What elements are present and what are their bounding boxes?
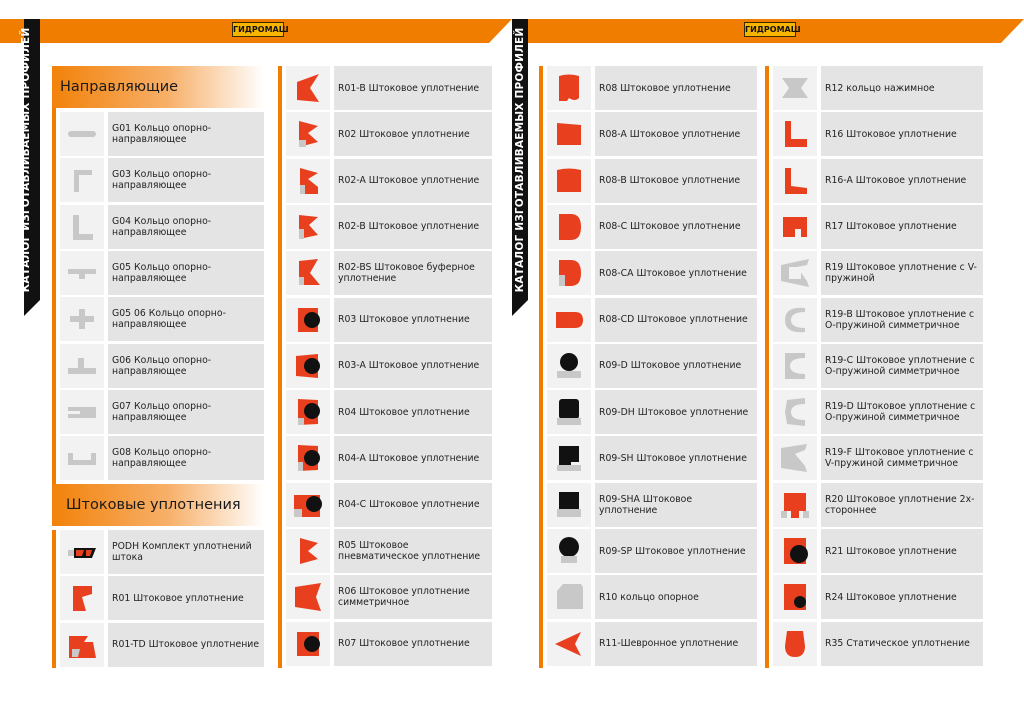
profile-thumb — [547, 436, 591, 480]
profile-label-box — [821, 529, 983, 573]
r04c-profile-icon — [290, 487, 326, 523]
column-accent-line — [52, 530, 56, 668]
profile-thumb — [547, 529, 591, 573]
profile-label: R07 Штоковое уплотнение — [338, 638, 470, 650]
r02bs-profile-icon — [290, 255, 326, 291]
profile-label: R19-D Штоковое уплотнение с О-пружиной симметричное — [825, 401, 976, 424]
profile-label-box — [334, 622, 492, 666]
catalog-item-row — [547, 344, 757, 388]
r09dh-profile-icon — [551, 394, 587, 430]
g07-profile-icon — [64, 394, 100, 430]
r09sp-profile-icon — [551, 533, 587, 569]
profile-thumb — [286, 251, 330, 295]
profile-label: R08-CD Штоковое уплотнение — [599, 314, 748, 325]
profile-label: R02 Штоковое уплотнение — [338, 128, 470, 140]
catalog-item-row — [773, 529, 983, 573]
profile-thumb — [60, 436, 104, 480]
r08cd-profile-icon — [551, 302, 587, 338]
r09sh-profile-icon — [551, 440, 587, 476]
profile-thumb — [60, 251, 104, 295]
profile-label-box — [334, 529, 492, 573]
profile-label: R21 Штоковое уплотнение — [825, 545, 957, 557]
profile-thumb — [286, 159, 330, 203]
catalog-item-row — [286, 436, 492, 480]
catalog-item-row — [286, 251, 492, 295]
r19d-profile-icon — [777, 394, 813, 430]
r02-profile-icon — [290, 116, 326, 152]
column-accent-line — [765, 66, 769, 668]
catalog-item-row — [773, 66, 983, 110]
profile-label-box — [595, 159, 757, 203]
profile-label-box — [595, 112, 757, 156]
catalog-item-row — [773, 436, 983, 480]
catalog-item-row — [773, 298, 983, 342]
profile-label: R05 Штоковое пневматическое уплотнение — [338, 540, 481, 562]
profile-label-box — [821, 112, 983, 156]
profile-label-box — [334, 390, 492, 434]
profile-thumb — [547, 483, 591, 527]
profile-thumb — [773, 622, 817, 666]
r12-profile-icon — [777, 70, 813, 106]
profile-label-box — [595, 483, 757, 527]
r04-profile-icon — [290, 394, 326, 430]
r07-profile-icon — [290, 626, 326, 662]
profile-label: R03-A Штоковое уплотнение — [338, 360, 480, 372]
profile-label-box — [595, 622, 757, 666]
profile-label-box — [595, 436, 757, 480]
r35-profile-icon — [777, 626, 813, 662]
g08-profile-icon — [64, 440, 100, 476]
catalog-item-row — [286, 159, 492, 203]
profile-label-box — [108, 251, 264, 295]
catalog-item-row — [547, 529, 757, 573]
profile-label-box — [108, 158, 264, 202]
profile-thumb — [773, 344, 817, 388]
catalog-item-row — [547, 622, 757, 666]
profile-label-box — [334, 344, 492, 388]
profile-label-box — [108, 436, 264, 480]
catalog-item-row — [547, 575, 757, 619]
profile-label-box — [595, 529, 757, 573]
catalog-item-row — [60, 390, 264, 434]
profile-label: R04 Штоковое уплотнение — [338, 406, 470, 418]
g03-profile-icon — [64, 162, 100, 198]
profile-label-box — [595, 344, 757, 388]
profile-label: R10 кольцо опорное — [599, 591, 699, 603]
profile-label-box — [821, 575, 983, 619]
catalog-item-row — [773, 483, 983, 527]
profile-label: R02-B Штоковое уплотнение — [338, 221, 480, 233]
profile-label: R01-TD Штоковое уплотнение — [112, 639, 260, 651]
profile-label-box — [108, 344, 264, 388]
profile-label: R19-F Штоковое уплотнение с V-пружиной симметричное — [825, 447, 974, 470]
catalog-item-row — [773, 251, 983, 295]
profile-label: R03 Штоковое уплотнение — [338, 314, 470, 325]
profile-label: R19 Штоковое уплотнение с V-пружиной — [825, 262, 977, 285]
profile-label: R08 Штоковое уплотнение — [599, 82, 731, 94]
section-title: Направляющие — [60, 79, 179, 95]
profile-thumb — [286, 298, 330, 342]
catalog-item-row — [286, 344, 492, 388]
profile-label: R09-D Штоковое уплотнение — [599, 360, 742, 372]
profile-label-box — [334, 298, 492, 342]
profile-label-box — [108, 112, 264, 156]
profile-thumb — [773, 436, 817, 480]
profile-label: R08-C Штоковое уплотнение — [599, 221, 741, 233]
column-accent-line — [539, 66, 543, 668]
profile-thumb — [60, 205, 104, 249]
profile-label: R08-CA Штоковое уплотнение — [599, 267, 747, 279]
profile-label-box — [108, 205, 264, 249]
profile-thumb — [773, 575, 817, 619]
r03a-profile-icon — [290, 348, 326, 384]
profile-label-box — [595, 251, 757, 295]
profile-label: R04-A Штоковое уплотнение — [338, 452, 480, 464]
profile-thumb — [773, 298, 817, 342]
profile-label: R19-C Штоковое уплотнение с О-пружиной симметричное — [825, 354, 975, 377]
podh-profile-icon — [64, 534, 100, 570]
profile-thumb — [773, 251, 817, 295]
profile-label: R16 Штоковое уплотнение — [825, 128, 957, 140]
profile-label-box — [595, 390, 757, 434]
column-accent-line — [52, 66, 56, 490]
profile-label: R35 Статическое уплотнение — [825, 638, 970, 650]
profile-label: PODH Комплект уплотнений штока — [112, 541, 252, 563]
profile-label: R08-A Штоковое уплотнение — [599, 128, 741, 140]
column-accent-line — [278, 66, 282, 668]
profile-label-box — [595, 575, 757, 619]
profile-thumb — [547, 298, 591, 342]
r24-profile-icon — [777, 579, 813, 615]
profile-thumb — [286, 112, 330, 156]
profile-label-box — [821, 344, 983, 388]
r08a-profile-icon — [551, 116, 587, 152]
profile-label: R02-A Штоковое уплотнение — [338, 175, 480, 187]
profile-label: G01 Кольцо опорно-направляющее — [112, 123, 212, 145]
r09sha-profile-icon — [551, 487, 587, 523]
profile-thumb — [60, 623, 104, 667]
catalog-item-row — [286, 622, 492, 666]
profile-label: G06 Кольцо опорно-направляющее — [112, 354, 212, 377]
profile-thumb — [60, 344, 104, 388]
profile-thumb — [547, 112, 591, 156]
r06-profile-icon — [290, 579, 326, 615]
catalog-item-row — [773, 344, 983, 388]
r16-profile-icon — [777, 116, 813, 152]
profile-label: R12 кольцо нажимное — [825, 82, 935, 94]
profile-label: G08 Кольцо опорно-направляющее — [112, 447, 212, 470]
profile-thumb — [547, 344, 591, 388]
catalog-item-row — [60, 623, 264, 667]
profile-thumb — [286, 529, 330, 573]
r09d-profile-icon — [551, 348, 587, 384]
catalog-vertical-title: КАТАЛОГ ИЗГОТАВЛИВАЕМЫХ ПРОФИЛЕЙ — [514, 27, 526, 293]
profile-thumb — [547, 66, 591, 110]
profile-thumb — [773, 205, 817, 249]
profile-thumb — [60, 297, 104, 341]
profile-thumb — [286, 436, 330, 480]
r16a-profile-icon — [777, 163, 813, 199]
r08-profile-icon — [551, 70, 587, 106]
profile-thumb — [286, 575, 330, 619]
catalog-item-row — [773, 112, 983, 156]
profile-label-box — [821, 390, 983, 434]
profile-thumb — [773, 66, 817, 110]
r19-profile-icon — [777, 255, 813, 291]
catalog-vertical-title: КАТАЛОГ ИЗГОТАВЛИВАЕМЫХ ПРОФИЛЕЙ — [20, 27, 32, 293]
catalog-item-row — [547, 390, 757, 434]
profile-thumb — [547, 622, 591, 666]
catalog-item-row — [286, 112, 492, 156]
profile-label-box — [821, 436, 983, 480]
profile-label: G07 Кольцо опорно-направляющее — [112, 400, 212, 423]
r08b-profile-icon — [551, 163, 587, 199]
profile-thumb — [60, 112, 104, 156]
g01-profile-icon — [64, 116, 100, 152]
catalog-item-row — [60, 251, 264, 295]
catalog-item-row — [286, 298, 492, 342]
section-title: Штоковые уплотнения — [66, 497, 241, 513]
r20-profile-icon — [777, 487, 813, 523]
r17-profile-icon — [777, 209, 813, 245]
r02a-profile-icon — [290, 163, 326, 199]
catalog-item-row — [547, 112, 757, 156]
catalog-item-row — [286, 205, 492, 249]
profile-label: R02-BS Штоковое буферное уплотнение — [338, 262, 475, 285]
profile-label-box — [595, 66, 757, 110]
profile-label-box — [821, 205, 983, 249]
catalog-item-row — [773, 622, 983, 666]
profile-label: R04-C Штоковое уплотнение — [338, 499, 480, 511]
profile-label-box — [334, 483, 492, 527]
profile-label: R09-SH Штоковое уплотнение — [599, 452, 747, 464]
brand-logo: ГИДРОМАШ — [232, 22, 284, 37]
catalog-page-right — [512, 0, 1024, 724]
catalog-item-row — [547, 251, 757, 295]
profile-label: R17 Штоковое уплотнение — [825, 221, 957, 233]
profile-thumb — [286, 622, 330, 666]
catalog-item-row — [547, 436, 757, 480]
r08c-profile-icon — [551, 209, 587, 245]
catalog-item-row — [547, 298, 757, 342]
profile-label: R08-B Штоковое уплотнение — [599, 175, 741, 187]
profile-thumb — [773, 483, 817, 527]
profile-label: G04 Кольцо опорно-направляющее — [112, 215, 212, 238]
r01b-profile-icon — [290, 70, 326, 106]
profile-label: R09-DH Штоковое уплотнение — [599, 406, 749, 418]
brand-logo: ГИДРОМАШ — [744, 22, 796, 37]
catalog-item-row — [60, 576, 264, 620]
profile-label-box — [821, 159, 983, 203]
r19f-profile-icon — [777, 440, 813, 476]
profile-thumb — [547, 251, 591, 295]
profile-thumb — [773, 159, 817, 203]
r19c-profile-icon — [777, 348, 813, 384]
profile-label-box — [334, 436, 492, 480]
profile-label-box — [334, 112, 492, 156]
profile-label: R09-SP Штоковое уплотнение — [599, 545, 746, 557]
g04-profile-icon — [64, 209, 100, 245]
catalog-item-row — [286, 529, 492, 573]
r05-profile-icon — [290, 533, 326, 569]
catalog-item-row — [60, 530, 264, 574]
catalog-item-row — [286, 575, 492, 619]
g05-profile-icon — [64, 255, 100, 291]
profile-label: R20 Штоковое уплотнение 2х-стороннее — [825, 493, 975, 516]
section-header-rod-seals — [52, 484, 264, 526]
g06-profile-icon — [64, 348, 100, 384]
profile-thumb — [547, 390, 591, 434]
catalog-item-row — [286, 390, 492, 434]
profile-label: R01-B Штоковое уплотнение — [338, 82, 480, 94]
catalog-item-row — [547, 205, 757, 249]
profile-label-box — [821, 622, 983, 666]
catalog-item-row — [286, 483, 492, 527]
r03-profile-icon — [290, 302, 326, 338]
profile-thumb — [286, 66, 330, 110]
profile-thumb — [60, 530, 104, 574]
profile-label-box — [821, 298, 983, 342]
profile-label-box — [334, 205, 492, 249]
profile-thumb — [773, 112, 817, 156]
profile-thumb — [286, 483, 330, 527]
profile-label-box — [108, 297, 264, 341]
catalog-item-row — [60, 297, 264, 341]
catalog-item-row — [773, 159, 983, 203]
catalog-item-row — [60, 112, 264, 156]
profile-label: R24 Штоковое уплотнение — [825, 591, 957, 603]
profile-label: R16-A Штоковое уплотнение — [825, 175, 967, 187]
profile-label-box — [108, 530, 264, 574]
r19b-profile-icon — [777, 302, 813, 338]
profile-thumb — [773, 529, 817, 573]
profile-thumb — [60, 390, 104, 434]
section-header-guides — [52, 66, 264, 108]
profile-label: R09-SHA Штоковое уплотнение — [599, 493, 693, 516]
r10-profile-icon — [551, 579, 587, 615]
profile-label-box — [108, 576, 264, 620]
profile-label-box — [334, 575, 492, 619]
profile-label-box — [821, 251, 983, 295]
g0506-profile-icon — [64, 301, 100, 337]
profile-label: R19-B Штоковое уплотнение с О-пружиной симметричное — [825, 308, 975, 331]
catalog-item-row — [547, 66, 757, 110]
profile-thumb — [286, 390, 330, 434]
catalog-item-row — [60, 436, 264, 480]
catalog-item-row — [773, 205, 983, 249]
r02b-profile-icon — [290, 209, 326, 245]
profile-thumb — [60, 576, 104, 620]
r01-profile-icon — [64, 580, 100, 616]
r21-profile-icon — [777, 533, 813, 569]
profile-label: G05 06 Кольцо опорно-направляющее — [112, 308, 226, 331]
profile-label: R11-Шевронное уплотнение — [599, 638, 739, 650]
catalog-item-row — [60, 158, 264, 202]
profile-thumb — [547, 159, 591, 203]
profile-label-box — [595, 205, 757, 249]
profile-thumb — [547, 205, 591, 249]
profile-label-box — [108, 390, 264, 434]
r04a-profile-icon — [290, 440, 326, 476]
catalog-item-row — [60, 344, 264, 388]
profile-label-box — [108, 623, 264, 667]
r01td-profile-icon — [64, 627, 100, 663]
catalog-item-row — [286, 66, 492, 110]
profile-thumb — [286, 205, 330, 249]
profile-label-box — [821, 483, 983, 527]
profile-label-box — [821, 66, 983, 110]
r11-profile-icon — [551, 626, 587, 662]
profile-label: G03 Кольцо опорно-направляющее — [112, 169, 212, 192]
profile-thumb — [547, 575, 591, 619]
profile-label-box — [334, 251, 492, 295]
catalog-item-row — [773, 390, 983, 434]
profile-label: R06 Штоковое уплотнение симметричное — [338, 586, 470, 609]
profile-label-box — [595, 298, 757, 342]
profile-label-box — [334, 159, 492, 203]
catalog-item-row — [773, 575, 983, 619]
profile-thumb — [286, 344, 330, 388]
catalog-item-row — [547, 159, 757, 203]
r08ca-profile-icon — [551, 255, 587, 291]
profile-label-box — [334, 66, 492, 110]
profile-thumb — [773, 390, 817, 434]
profile-label: G05 Кольцо опорно-направляющее — [112, 261, 212, 284]
catalog-item-row — [547, 483, 757, 527]
profile-label: R01 Штоковое уплотнение — [112, 592, 244, 604]
catalog-item-row — [60, 205, 264, 249]
profile-thumb — [60, 158, 104, 202]
